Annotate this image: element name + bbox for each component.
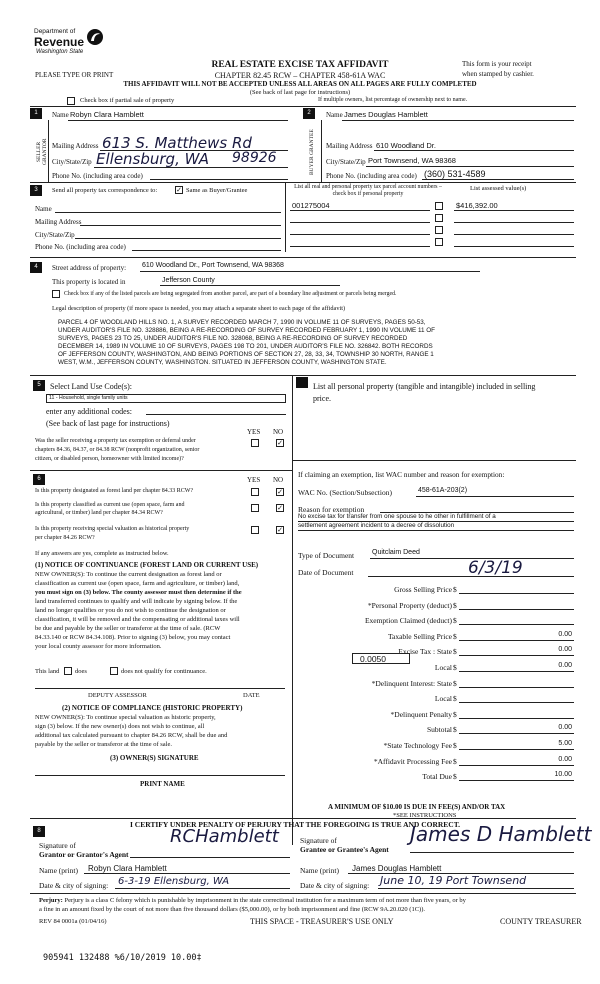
grantee-name-value[interactable]: James Douglas Hamblett (352, 864, 442, 873)
fee-row-label: Total Due (422, 772, 452, 782)
agency-line-2: Revenue (34, 35, 85, 49)
fee-row-label: *Delinquent Penalty (390, 709, 452, 719)
exemption-yes-checkbox[interactable] (251, 439, 259, 447)
fee-row-dollar: $ (453, 647, 457, 657)
section-1-number: 1 (30, 108, 42, 119)
continuance-text-8: 84.33.140 or RCW 84.34.108). Prior to signing (3) below, you may contact (35, 634, 231, 641)
parcel-number-value[interactable]: 001275004 (292, 201, 330, 210)
grantor-name-label: Name (print) (39, 866, 78, 875)
legal-line-1: PARCEL 4 OF WOODLAND HILLS NO. 1, A SURVEY RECORDED MARCH 7, 1990 IN VOLUME 11 OF SURVEYS, PAGES 50-53, (58, 319, 426, 326)
buyer-name-value[interactable]: James Douglas Hamblett (344, 110, 428, 119)
fee-row-dollar: $ (453, 678, 457, 688)
same-as-buyer-checkbox[interactable]: ✓ (176, 186, 182, 194)
fee-row-value[interactable]: 0.00 (558, 630, 572, 638)
section-6-number: 6 (33, 474, 45, 485)
seller-name-value[interactable]: Robyn Clara Hamblett (70, 110, 144, 119)
grantor-sig-of: Signature of (39, 841, 76, 850)
historic-question-1: Is this property receiving special valuation as historical property (35, 526, 190, 532)
compliance-text-1: NEW OWNER(S): To continue special valuation as historic property, (35, 714, 216, 721)
section-4-number: 4 (30, 262, 42, 273)
owner-signature-label: (3) OWNER(S) SIGNATURE (110, 754, 199, 762)
additional-codes-label: enter any additional codes: (46, 407, 132, 416)
print-name-label: PRINT NAME (140, 780, 185, 788)
receipt-note-1: This form is your receipt (462, 60, 532, 68)
seller-side-label: SELLER GRANTOR (36, 138, 48, 166)
form-warning: THIS AFFIDAVIT WILL NOT BE ACCEPTED UNLESS ALL AREAS ON ALL PAGES ARE FULLY COMPLETED (123, 80, 477, 88)
grantee-signature[interactable]: James D Hamblett (410, 822, 592, 846)
corr-phone-label: Phone No. (including area code) (35, 243, 126, 251)
fee-row-value[interactable]: 0.00 (558, 755, 572, 763)
exemption-no-checkbox[interactable]: ✓ (277, 439, 283, 447)
street-value[interactable]: 610 Woodland Dr., Port Townsend, WA 98368 (142, 262, 284, 269)
fee-row-label: Local (434, 663, 452, 672)
wac-label: WAC No. (Section/Subsection) (298, 488, 392, 497)
document-type-label: Type of Document (298, 551, 355, 560)
perjury-text-2: a fine in an amount fixed by the court of not more than five thousand dollars ($5,000.00), or by both imprisonment and fine (RCW 9A.20.020 (1C)). (39, 906, 426, 913)
no-header-5: NO (273, 428, 284, 436)
deputy-assessor-label: DEPUTY ASSESSOR (88, 692, 147, 699)
land-use-select-value: 11 - Household, single family units (49, 395, 128, 401)
multiple-owners-note: If multiple owners, list percentage of ownership next to name. (318, 97, 468, 103)
reason-line-2[interactable]: settlement agreement incident to a decree of dissolution (298, 522, 455, 529)
fee-row-label: Gross Selling Price (394, 585, 452, 594)
forest-no-checkbox[interactable]: ✓ (277, 488, 283, 496)
fee-row-dollar: $ (453, 709, 457, 719)
compliance-title: (2) NOTICE OF COMPLIANCE (HISTORIC PROPERTY) (62, 704, 243, 712)
perjury-label: Perjury: (39, 897, 63, 904)
exemption-header: If claiming an exemption, list WAC number and reason for exemption: (298, 470, 505, 479)
fee-row-label: Subtotal (426, 725, 452, 735)
local-rate-value: 0.0050 (360, 654, 386, 664)
receipt-note-2: when stamped by cashier. (462, 70, 534, 78)
personal-property-checkbox-4[interactable] (435, 238, 443, 246)
minimum-due-note: A MINIMUM OF $10.00 IS DUE IN FEE(S) AND/OR TAX (328, 803, 506, 811)
forest-yes-checkbox[interactable] (251, 488, 259, 496)
seller-phone-label: Phone No. (including area code) (52, 172, 143, 180)
corr-name-label: Name (35, 205, 52, 213)
compliance-text-2: sign (3) below. If the new owner(s) does not wish to continue, all (35, 723, 205, 730)
treasurer-only-label: THIS SPACE - TREASURER'S USE ONLY (250, 917, 394, 926)
buyer-city-value[interactable]: Port Townsend, WA 98368 (368, 156, 456, 165)
section-2-number: 2 (303, 108, 315, 119)
historic-no-checkbox[interactable]: ✓ (277, 526, 283, 534)
dor-logo (34, 28, 104, 64)
corr-mailing-label: Mailing Address (35, 218, 82, 226)
compliance-text-4: payable by the seller or transferor at the time of sale. (35, 741, 172, 748)
please-type-note: PLEASE TYPE OR PRINT (35, 71, 114, 79)
segregated-label: Check box if any of the listed parcels are being segregated from another parcel, are part of a boundary line adjustment or parcels being merged. (64, 291, 397, 297)
county-treasurer-label: COUNTY TREASURER (500, 917, 582, 926)
continuance-text-6: classification, it will be removed and the compensating or additional taxes will (35, 616, 240, 623)
continuance-text-3: you must sign on (3) below. The county assessor must then determine if the (35, 589, 242, 596)
document-date-label: Date of Document (298, 568, 354, 577)
fee-row-value[interactable]: 10.00 (554, 771, 572, 779)
grantee-sig-of: Signature of (300, 836, 337, 845)
fee-row-value[interactable]: 0.00 (558, 724, 572, 732)
dor-logo-icon (86, 28, 104, 46)
perjury-text-1 (39, 897, 466, 904)
legal-line-6: WEST, W.M., JEFFERSON COUNTY, WASHINGTON. SITUATED IN JEFFERSON COUNTY, WASHINGTON STATE. (58, 359, 387, 366)
land-does-not-checkbox[interactable] (110, 667, 118, 675)
seller-name-label: Name (52, 111, 69, 119)
grantee-date-label: Date & city of signing: (300, 881, 370, 890)
revision-label: REV 84 0001a (01/04/16) (39, 918, 107, 925)
street-label: Street address of property: (52, 264, 127, 272)
forest-land-question: Is this property designated as forest land per chapter 84.33 RCW? (35, 488, 194, 494)
see-back-note: (See back of last page for instructions) (249, 89, 351, 96)
exemption-question-1: Was the seller receiving a property tax exemption or deferral under (35, 438, 196, 444)
parcel-header: List all real and personal property tax parcel account numbers – check box if personal property (294, 184, 442, 197)
form-chapter: CHAPTER 82.45 RCW – CHAPTER 458-61A WAC (214, 71, 386, 80)
seller-mailing-value[interactable]: 613 S. Matthews Rd (102, 134, 252, 152)
historic-yes-checkbox[interactable] (251, 526, 259, 534)
partial-sale-checkbox[interactable] (67, 97, 75, 105)
legal-description-label: Legal description of property (if more space is needed, you may attach a separate sheet to each page of the affidavit) (52, 305, 346, 312)
fee-row-dollar: $ (453, 631, 457, 641)
fee-row-label: *State Technology Fee (383, 741, 452, 750)
grantor-agent-label: Grantor or Grantor's Agent (39, 850, 129, 859)
legal-line-4: DECEMBER 14, 1989 IN VOLUME 10 OF SURVEYS, PAGES 198 TO 201, UNDER AUDITOR'S FILE NO. 326842. BOTH RECORDS (58, 343, 433, 350)
personal-property-checkbox-3[interactable] (435, 226, 443, 234)
seller-mailing-label: Mailing Address (52, 142, 99, 150)
personal-property-checkbox-2[interactable] (435, 214, 443, 222)
land-does-label: does (75, 668, 87, 675)
buyer-mailing-value[interactable]: 610 Woodland Dr. (376, 141, 436, 150)
partial-sale-label: Check box if partial sale of property (80, 97, 175, 104)
fee-row-value[interactable]: 0.00 (558, 662, 572, 669)
buyer-mailing-label: Mailing Address (326, 142, 373, 150)
fee-row-dollar: $ (453, 694, 457, 704)
same-as-buyer-label: Same as Buyer/Grantee (186, 187, 248, 194)
continuance-title: (1) NOTICE OF CONTINUANCE (FOREST LAND OR CURRENT USE) (35, 561, 259, 569)
current-use-yes-checkbox[interactable] (251, 504, 259, 512)
legal-line-3: SURVEYS, PAGES 23 TO 25, UNDER AUDITOR'S FILE NO. 328068, BEING A RE-RECORDING OF SURVEY RECORDED (58, 335, 408, 342)
seller-city-value[interactable]: Ellensburg, WA (96, 150, 209, 168)
any-yes-note: If any answers are yes, complete as instructed below. (35, 550, 169, 557)
grantor-name-value[interactable]: Robyn Clara Hamblett (88, 864, 167, 873)
fee-row-dollar: $ (453, 585, 457, 594)
yes-header-5: YES (247, 428, 261, 436)
continuance-text-7: be due and payable by the seller or transferor at the time of sale. (RCW (35, 625, 221, 632)
form-title: REAL ESTATE EXCISE TAX AFFIDAVIT (211, 60, 389, 70)
document-date-value[interactable]: 6/3/19 (468, 558, 523, 578)
no-header-6: NO (273, 476, 284, 484)
see-instructions-note: *SEE INSTRUCTIONS (393, 812, 457, 819)
yes-header-6: YES (247, 476, 261, 484)
personal-property-checkbox-1[interactable] (435, 202, 443, 210)
continuance-text-9: your local county assessor for more information. (35, 643, 162, 650)
assessed-value-value[interactable]: $416,392.00 (456, 201, 498, 210)
this-land-label: This land (35, 668, 60, 675)
section-8-number: 8 (33, 826, 45, 837)
fee-row-dollar: $ (453, 741, 457, 750)
grantee-date-value[interactable]: June 10, 19 Port Townsend (380, 874, 527, 887)
fee-row-label: Taxable Selling Price (387, 631, 452, 641)
seller-city-label: City/State/Zip (52, 158, 92, 166)
county-value[interactable]: Jefferson County (162, 277, 215, 284)
fee-row-label: Excise Tax : State (398, 647, 452, 657)
fee-row-label: *Affidavit Processing Fee (373, 756, 452, 766)
current-use-question-1: Is this property classified as current use (open space, farm and (35, 502, 185, 508)
deputy-date-label: DATE (243, 692, 260, 699)
treasurer-stamp: 905941 132488 %6/10/2019 10.00‡ (43, 953, 202, 963)
certify-text: I CERTIFY UNDER PENALTY OF PERJURY THAT THE FOREGOING IS TRUE AND CORRECT. (130, 820, 461, 829)
exemption-question-2: chapters 84.36, 84.37, or 84.38 RCW (nonprofit organization, senior (35, 447, 200, 453)
fee-row-dollar: $ (453, 725, 457, 735)
seller-zip-value[interactable]: 98926 (232, 150, 277, 166)
buyer-side-label: BUYER GRANTEE (309, 129, 315, 175)
section-7-number (296, 377, 308, 388)
fee-row-dollar: $ (453, 663, 457, 672)
buyer-phone-label: Phone No. (including area code) (326, 172, 417, 180)
assessed-header: List assessed value(s) (470, 185, 527, 192)
segregated-checkbox[interactable] (52, 290, 60, 298)
fee-row-dollar: $ (453, 616, 457, 626)
see-back-land-use: (See back of last page for instructions) (46, 419, 170, 428)
fee-row-value[interactable]: 5.00 (558, 740, 572, 747)
continuance-text-5: land no longer qualifies or you do not wish to continue the designation or (35, 607, 226, 614)
historic-question-2: per chapter 84.26 RCW? (35, 535, 95, 541)
legal-line-2: UNDER AUDITOR'S FILE NO. 328886, BEING A RE-RECORDING OF SURVEY RECORDED FEBRUARY 1, 1990 IN VOLUME 11 OF (58, 327, 436, 334)
grantee-agent-label: Grantee or Grantee's Agent (300, 845, 389, 854)
legal-line-5: OF JEFFERSON COUNTY, WASHINGTON, AND BEING PORTIONS OF SECTION 27, 28, 33, 34, TOWNSHIP 30 NORTH, RANGE 1 (58, 351, 434, 358)
buyer-phone-value[interactable]: (360) 531-4589 (424, 169, 486, 179)
fee-row-dollar: $ (453, 600, 457, 610)
grantor-date-label: Date & city of signing: (39, 881, 109, 890)
grantor-date-value[interactable]: 6-3-19 Ellensburg, WA (118, 876, 230, 887)
perjury-text-1-body: Perjury is a class C felony which is punishable by imprisonment in the state correctional institution for a maximum term of not more than five years, or by (62, 897, 466, 904)
land-does-not-label: does not qualify for continuance. (121, 668, 207, 675)
send-correspondence-label: Send all property tax correspondence to: (52, 187, 158, 194)
reason-label: Reason for exemption (298, 505, 365, 514)
located-in-label: This property is located in (52, 278, 126, 286)
grantor-signature[interactable]: RCHamblett (170, 826, 279, 847)
continuance-text-1: NEW OWNER(S): To continue the current designation as forest land or (35, 571, 222, 578)
reason-line-1[interactable]: No excise tax for transfer from one spouse to he other in fulfillment of a (298, 513, 496, 520)
personal-property-text-1: List all personal property (tangible and intangible) included in selling (313, 382, 536, 391)
continuance-text-2: classification as current use (open space, farm and agriculture, or timber) land, (35, 580, 240, 587)
corr-city-label: City/State/Zip (35, 231, 75, 239)
fee-row-label: Exemption Claimed (deduct) (364, 616, 452, 626)
section-3-number: 3 (30, 185, 42, 196)
exemption-question-3: citizen, or disabled person, homeowner with limited income)? (35, 456, 184, 462)
select-land-use-label: Select Land Use Code(s): (50, 382, 132, 391)
current-use-no-checkbox[interactable]: ✓ (277, 504, 283, 512)
current-use-question-2: agricultural, or timber) land per chapter 84.34 RCW? (35, 510, 163, 516)
fee-row-label: Local (434, 694, 452, 704)
land-does-checkbox[interactable] (64, 667, 72, 675)
personal-property-text-2: price. (313, 394, 331, 403)
continuance-text-4: land transferred continues to qualify and will indicate by signing below. If the (35, 598, 238, 605)
fee-row-dollar: $ (453, 756, 457, 766)
document-type-value[interactable]: Quitclaim Deed (372, 549, 420, 556)
buyer-name-label: Name (326, 111, 343, 119)
wac-value[interactable]: 458-61A-203(2) (418, 487, 468, 494)
grantee-name-label: Name (print) (300, 866, 339, 875)
buyer-city-label: City/State/Zip (326, 158, 366, 166)
fee-row-label: *Personal Property (deduct) (367, 600, 452, 610)
agency-line-1: Department of (34, 28, 76, 35)
section-5-number: 5 (33, 380, 45, 391)
fee-row-dollar: $ (453, 772, 457, 782)
agency-line-3: Washington State (36, 49, 84, 55)
fee-row-label: *Delinquent Interest: State (371, 678, 452, 688)
fee-row-value[interactable]: 0.00 (558, 646, 572, 654)
compliance-text-3: additional tax calculated pursuant to chapter 84.26 RCW, shall be due and (35, 732, 228, 739)
